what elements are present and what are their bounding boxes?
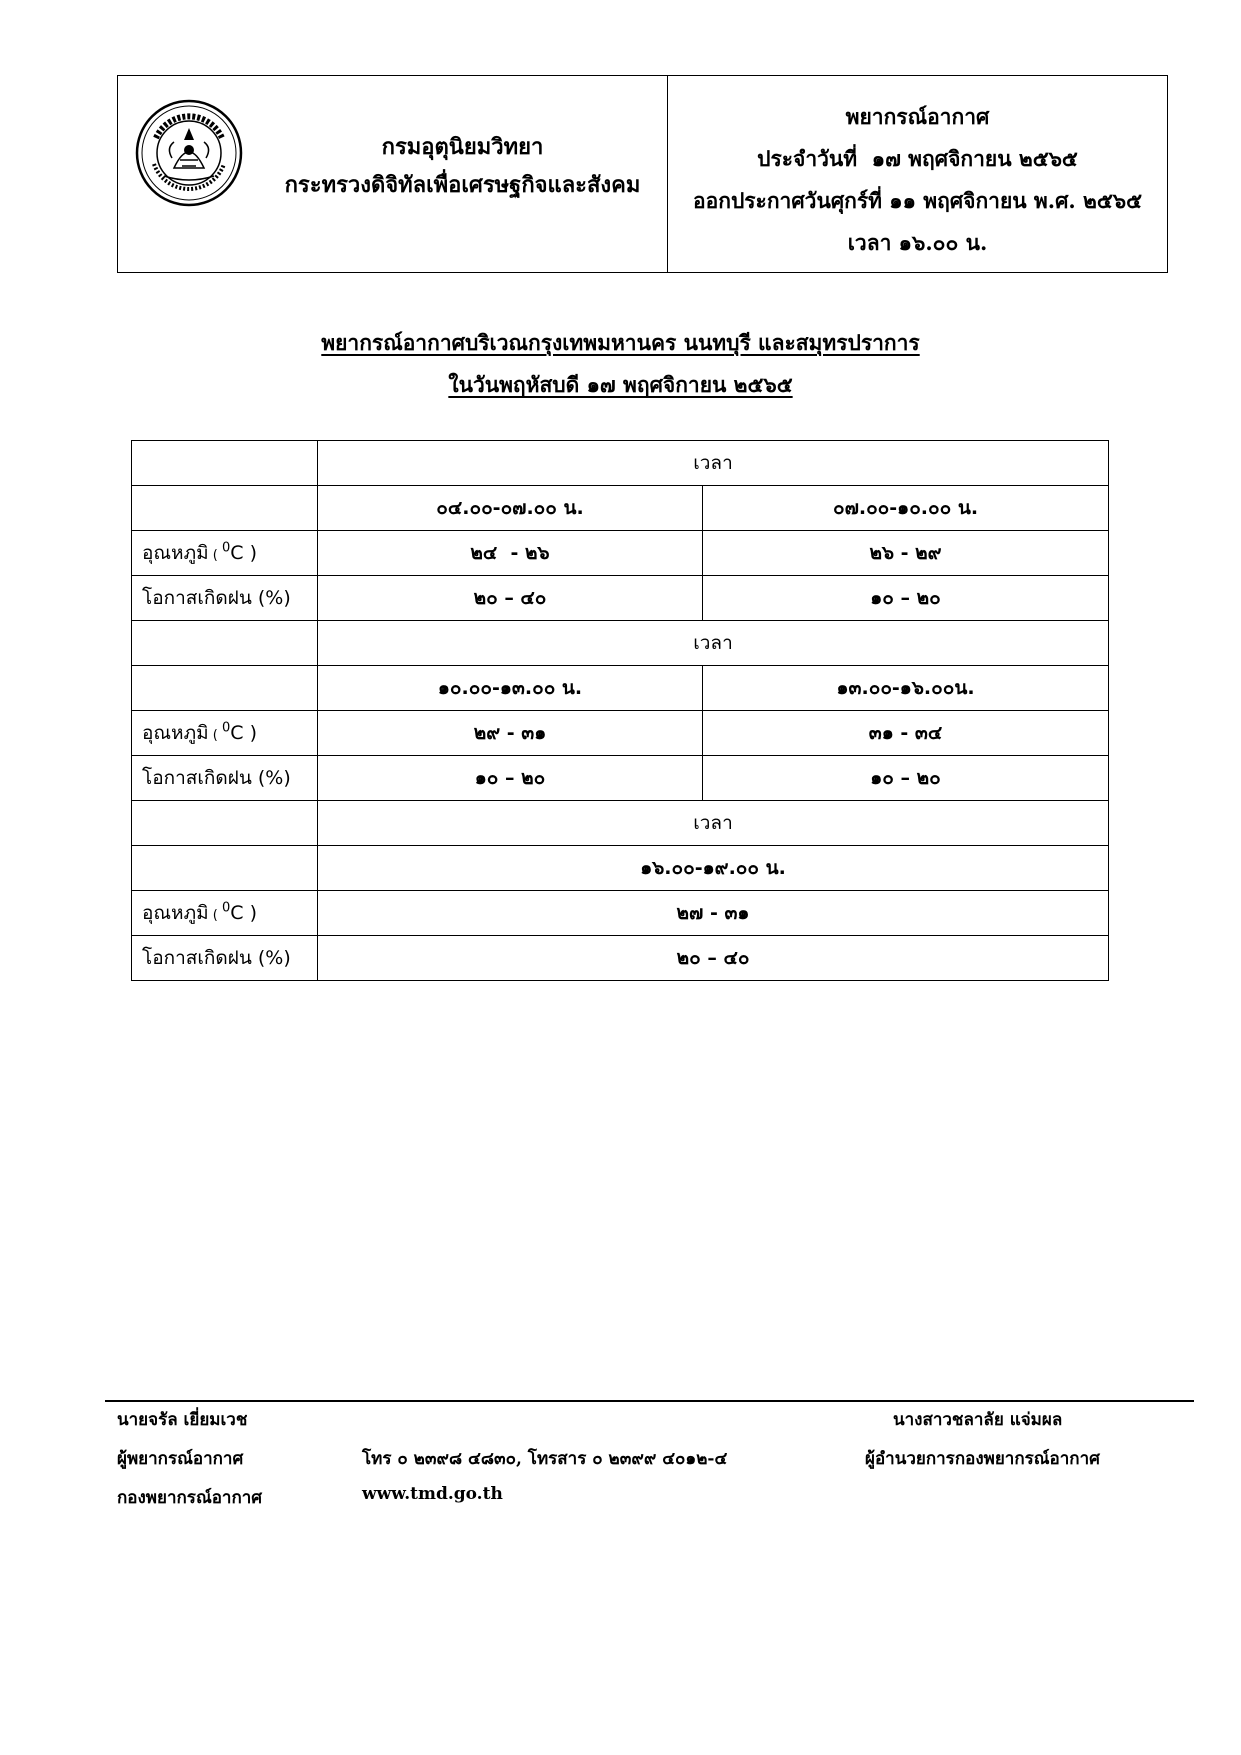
title-line-1: พยากรณ์อากาศบริเวณกรุงเทพมหานคร นนทบุรี และสมุทรปราการ [321,330,920,355]
temp-label: อุณหภูมิ ( $^0$C ) [132,711,318,756]
temp-label: อุณหภูมิ ( $^0$C ) [132,531,318,576]
table-row [132,936,1109,981]
issue-time: เวลา ๑๖.๐๐ น. [847,230,988,255]
temp-cell: ๒๗ - ๓๑ [318,891,1109,936]
temp-label: อุณหภูมิ ( $^0$C ) [132,891,318,936]
tmd-seal-logo [134,98,244,208]
time-header: เวลา [318,801,1109,846]
table-row [132,486,1109,531]
forecaster-division: กองพยากรณ์อากาศ [117,1488,263,1508]
period-cell: ๑๖.๐๐-๑๙.๐๐ น. [318,846,1109,891]
rain-label: โอกาสเกิดฝน (%) [132,756,318,801]
forecast-info [668,96,1167,264]
period-cell: ๐๔.๐๐-๐๗.๐๐ น. [318,486,703,531]
table-row [132,801,1109,846]
temp-cell: ๒๙ - ๓๑ [318,711,703,756]
rain-cell: ๒๐ – ๔๐ [318,936,1109,981]
forecast-label: พยากรณ์อากาศ [845,104,990,129]
table-row [132,711,1109,756]
table-row [132,891,1109,936]
org-names [268,128,657,204]
period-cell: ๐๗.๐๐-๑๐.๐๐ น. [703,486,1109,531]
forecaster-position: ผู้พยากรณ์อากาศ [117,1449,244,1469]
table-row [132,846,1109,891]
footer-divider [105,1400,1194,1402]
temp-cell: ๓๑ - ๓๔ [703,711,1109,756]
org-name: กรมอุตุนิยมวิทยา [381,134,544,160]
period-cell: ๑๐.๐๐-๑๓.๐๐ น. [318,666,703,711]
rain-label: โอกาสเกิดฝน (%) [132,576,318,621]
director-position: ผู้อำนวยการกองพยากรณ์อากาศ [865,1449,1100,1469]
temp-cell: ๒๖ - ๒๙ [703,531,1109,576]
header-box [117,75,1168,273]
table-row [132,441,1109,486]
website-link[interactable]: www.tmd.go.th [362,1484,503,1504]
contact-phone: โทร ๐ ๒๓๙๘ ๔๘๓๐, โทรสาร ๐ ๒๓๙๙ ๔๐๑๒-๔ [362,1449,728,1469]
rain-label: โอกาสเกิดฝน (%) [132,936,318,981]
table-row [132,531,1109,576]
header-forecast-cell [668,76,1167,272]
document-title [0,322,1241,406]
forecaster-name: นายจรัล เยี่ยมเวช [117,1410,248,1430]
title-line-2: ในวันพฤหัสบดี ๑๗ พฤศจิกายน ๒๕๖๕ [448,372,793,397]
rain-cell: ๒๐ – ๔๐ [318,576,703,621]
time-header: เวลา [318,621,1109,666]
table-row [132,621,1109,666]
forecast-table [131,440,1109,981]
temp-cell: ๒๔ - ๒๖ [318,531,703,576]
rain-cell: ๑๐ – ๒๐ [318,756,703,801]
issued-date: ออกประกาศวันศุกร์ที่ ๑๑ พฤศจิกายน พ.ศ. ๒๕๖๕ [693,188,1142,213]
ministry-name: กระทรวงดิจิทัลเพื่อเศรษฐกิจและสังคม [284,172,641,198]
period-cell: ๑๓.๐๐-๑๖.๐๐น. [703,666,1109,711]
rain-cell: ๑๐ – ๒๐ [703,576,1109,621]
time-header: เวลา [318,441,1109,486]
header-org-cell [118,76,668,272]
table-row [132,666,1109,711]
table-row [132,756,1109,801]
table-row [132,576,1109,621]
director-name: นางสาวชลาลัย แจ่มผล [893,1410,1063,1430]
rain-cell: ๑๐ – ๒๐ [703,756,1109,801]
daily-date: ประจำวันที่ ๑๗ พฤศจิกายน ๒๕๖๕ [757,146,1078,171]
